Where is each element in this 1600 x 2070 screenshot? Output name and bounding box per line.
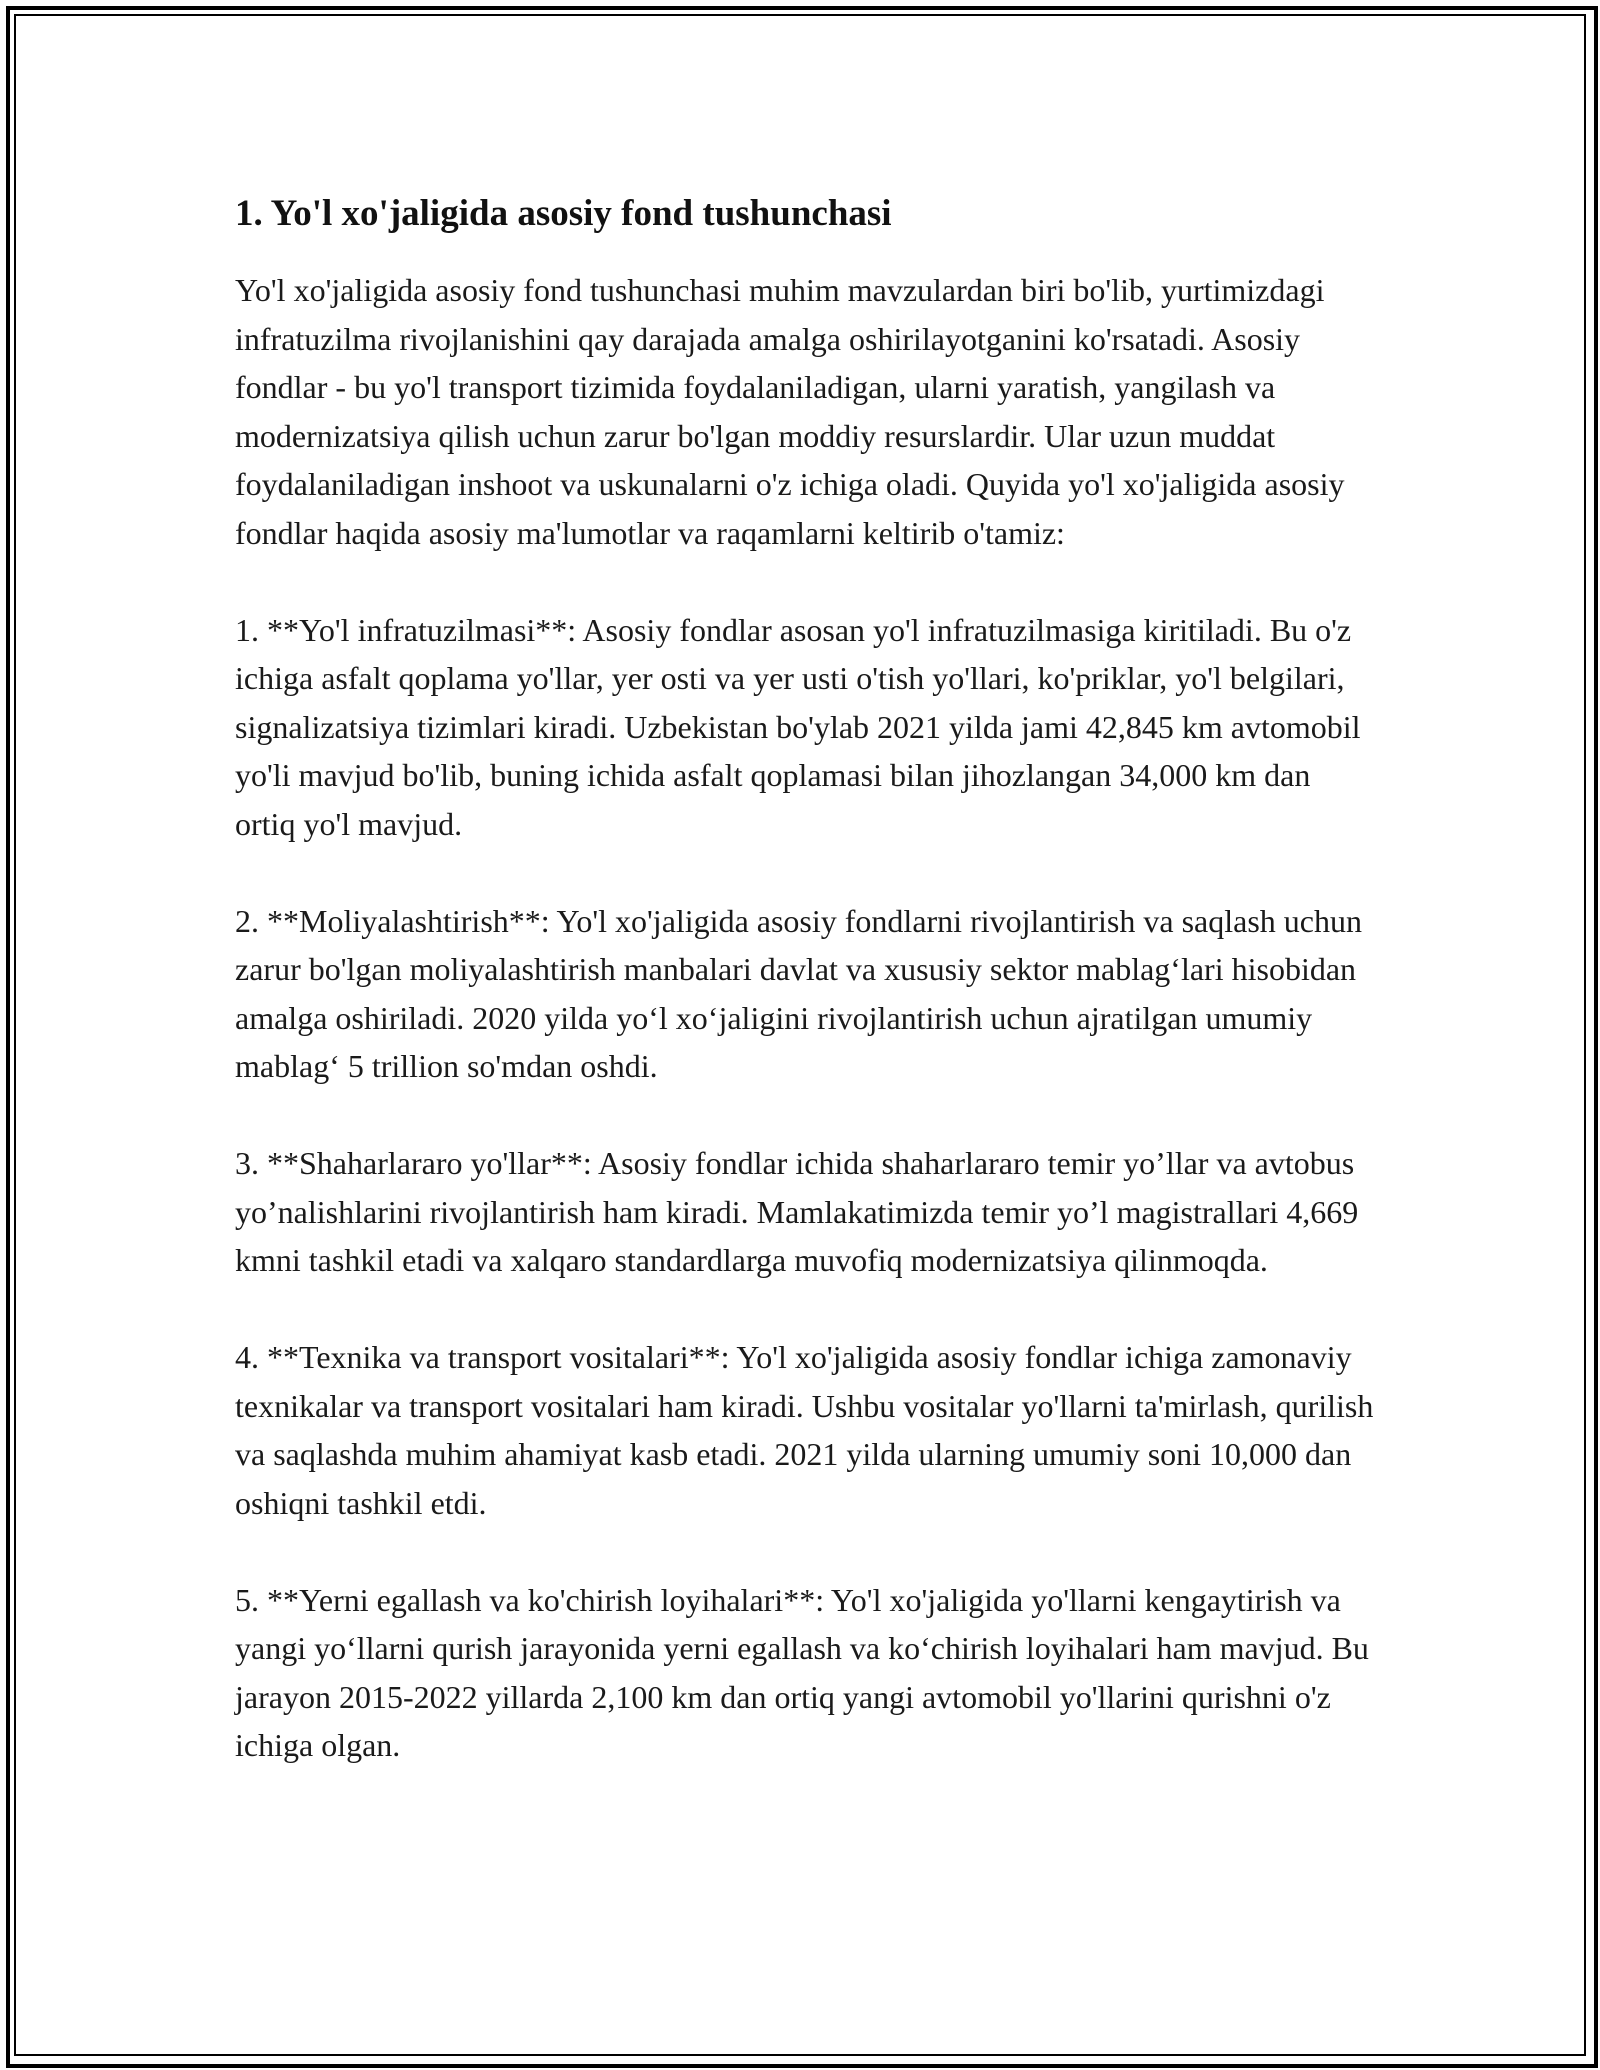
document-body (235, 190, 1375, 1770)
paragraph-shaharlararo-yollar: 3. **Shaharlararo yo'llar**: Asosiy fondlar ichida shaharlararo temir yo’llar va avtobus yo’nalishlarini rivojlantirish ham kiradi. Mamlakatimizda temir yo’l magistrallari 4,669 kmni tashkil etadi va xalqaro standardlarga muvofiq modernizatsiya qilinmoqda. (235, 1145, 1359, 1278)
document-title: 1. Yo'l xo'jaligida asosiy fond tushunchasi (235, 193, 892, 234)
paragraph-yol-infratuzilmasi: 1. **Yo'l infratuzilmasi**: Asosiy fondlar asosan yo'l infratuzilmasiga kiritiladi. Bu o'z ichiga asfalt qoplama yo'llar, yer osti va yer usti o'tish yo'llari, ko'priklar, yo'l belgilari, signalizatsiya tizimlari kiradi. Uzbekistan bo'ylab 2021 yilda jami 42,845 km avtomobil yo'li mavjud bo'lib, buning ichida asfalt qoplamasi bilan jihozlangan 34,000 km dan ortiq yo'l mavjud. (235, 611, 1361, 842)
paragraph-yerni-egallash: 5. **Yerni egallash va ko'chirish loyihalari**: Yo'l xo'jaligida yo'llarni kengaytirish va yangi yo‘llarni qurish jarayonida yerni egallash va ko‘chirish loyihalari ham mavjud. Bu jarayon 2015-2022 yillarda 2,100 km dan ortiq yangi avtomobil yo'llarini qurishni o'z ichiga olgan. (235, 1581, 1369, 1763)
paragraph-moliyalashtirish: 2. **Moliyalashtirish**: Yo'l xo'jaligida asosiy fondlarni rivojlantirish va saqlash uchun zarur bo'lgan moliyalashtirish manbalari davlat va xususiy sektor mablag‘lari hisobidan amalga oshiriladi. 2020 yilda yo‘l xo‘jaligini rivojlantirish uchun ajratilgan umumiy mablag‘ 5 trillion so'mdan oshdi. (235, 902, 1362, 1084)
paragraph-texnika-transport: 4. **Texnika va transport vositalari**: Yo'l xo'jaligida asosiy fondlar ichiga zamonaviy texnikalar va transport vositalari ham kiradi. Ushbu vositalar yo'llarni ta'mirlash, qurilish va saqlashda muhim ahamiyat kasb etadi. 2021 yilda ularning umumiy soni 10,000 dan oshiqni tashkil etdi. (235, 1339, 1374, 1521)
intro-paragraph: Yo'l xo'jaligida asosiy fond tushunchasi muhim mavzulardan biri bo'lib, yurtimizdagi infratuzilma rivojlanishini qay darajada amalga oshirilayotganini ko'rsatadi. Asosiy fondlar - bu yo'l transport tizimida foydalaniladigan, ularni yaratish, yangilash va modernizatsiya qilish uchun zarur bo'lgan moddiy resurslardir. Ular uzun muddat foydalaniladigan inshoot va uskunalarni o'z ichiga oladi. Quyida yo'l xo'jaligida asosiy fondlar haqida asosiy ma'lumotlar va raqamlarni keltirib o'tamiz: (235, 272, 1345, 551)
